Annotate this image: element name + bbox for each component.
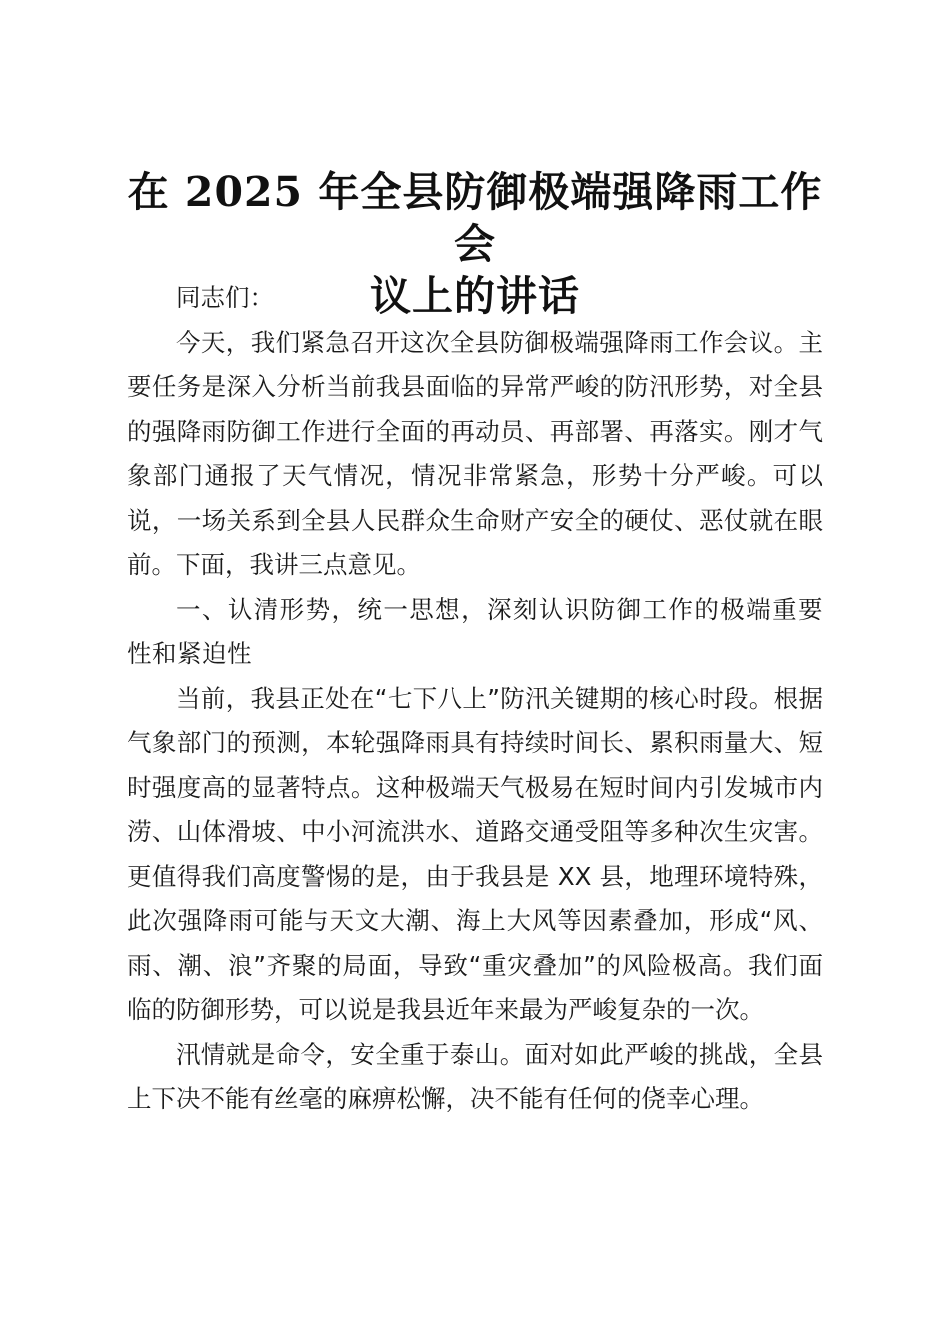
- title-line-2: 议上的讲话: [370, 272, 580, 320]
- title-line-1: 在 2025 年全县防御极端强降雨工作会: [127, 168, 823, 268]
- paragraph-command: 汛情就是命令，安全重于泰山。面对如此严峻的挑战，全县上下决不能有丝毫的麻痹松懈，决不能有任何的侥幸心理。: [127, 1039, 823, 1113]
- document-body: [127, 276, 823, 1122]
- salutation: 同志们：: [176, 283, 274, 312]
- paragraph-opening: 今天，我们紧急召开这次全县防御极端强降雨工作会议。主要任务是深入分析当前我县面临的异常严峻的防汛形势，对全县的强降雨防御工作进行全面的再动员、再部署、再落实。刚才气象部门通报了天气情况，情况非常紧急，形势十分严峻。可以说，一场关系到全县人民群众生命财产安全的硬仗、恶仗就在眼前。下面，我讲三点意见。: [127, 327, 823, 579]
- section-heading-1: 一、认清形势，统一思想，深刻认识防御工作的极端重要性和紧迫性: [127, 594, 823, 668]
- paragraph-situation: 当前，我县正处在“七下八上”防汛关键期的核心时段。根据气象部门的预测，本轮强降雨具有持续时间长、累积雨量大、短时强度高的显著特点。这种极端天气极易在短时间内引发城市内涝、山体滑坡、中小河流洪水、道路交通受阻等多种次生灾害。更值得我们高度警惕的是，由于我县是 XX 县，地理环境特殊，此次强降雨可能与天文大潮、海上大风等因素叠加，形成“风、雨、潮、浪”齐聚的局面，导致“重灾叠加”的风险极高。我们面临的防御形势，可以说是我县近年来最为严峻复杂的一次。: [127, 683, 823, 1024]
